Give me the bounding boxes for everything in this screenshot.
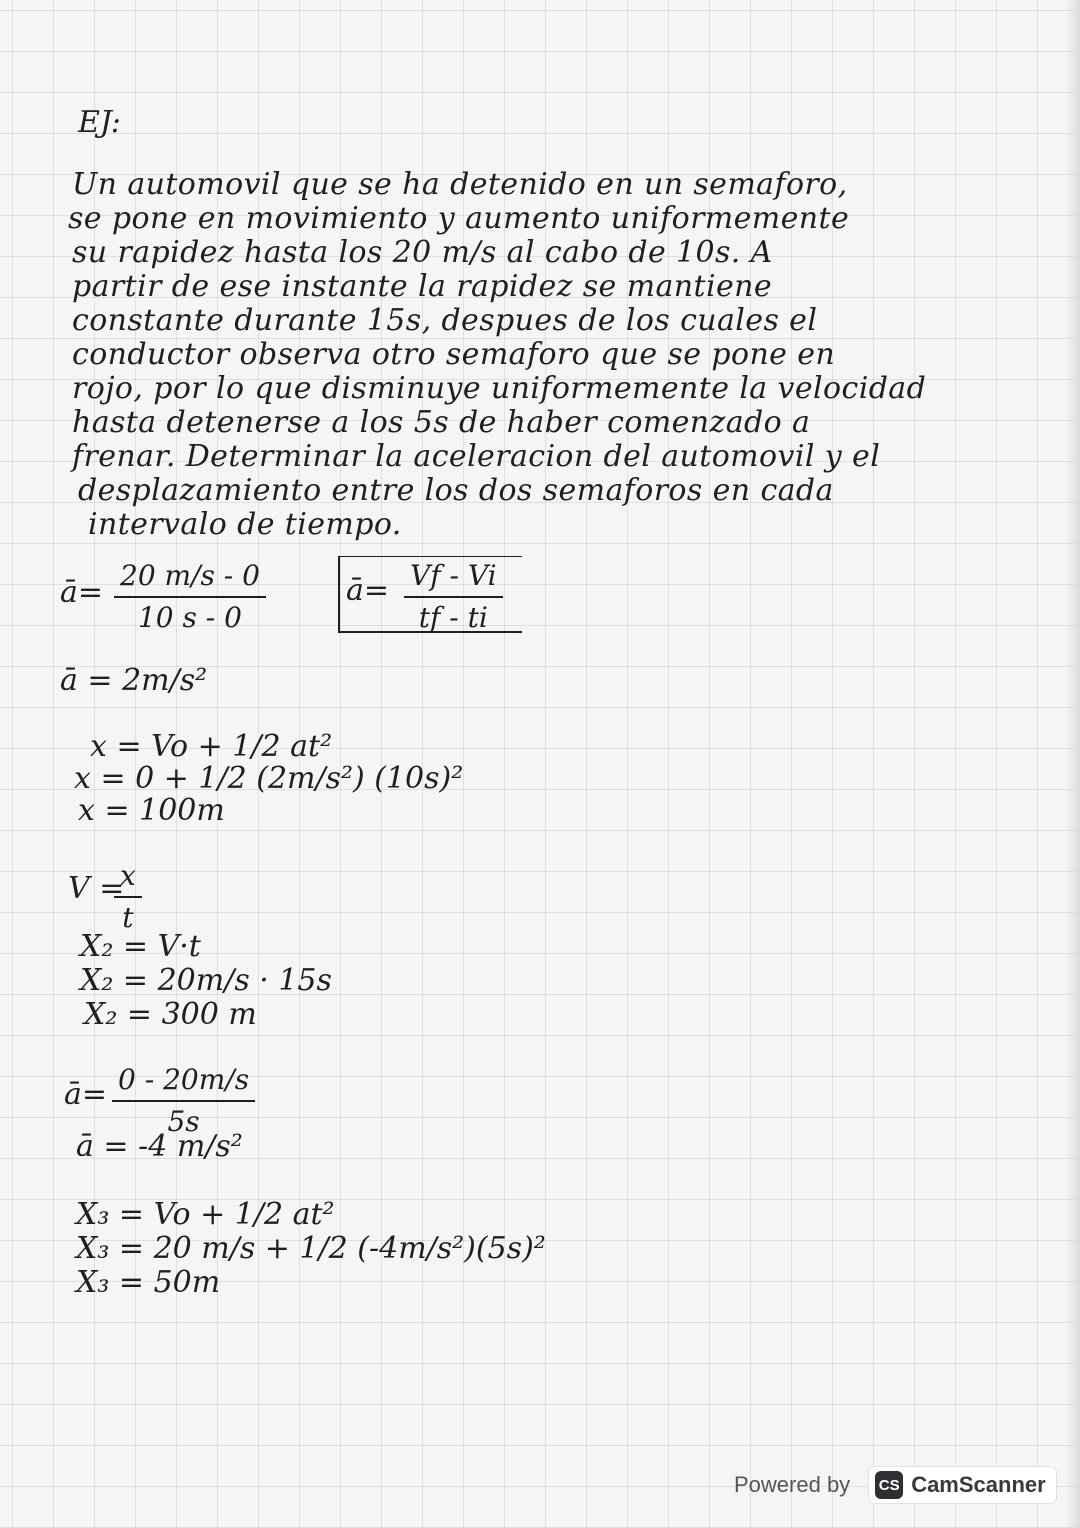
acceleration-1-result: ā = 2m/s² (60, 663, 208, 698)
work-line: X₂ = 300 m (84, 997, 257, 1032)
work-line: x = 100m (78, 793, 225, 828)
fraction-numerator: 0 - 20m/s (112, 1066, 255, 1102)
problem-line: intervalo de tiempo. (88, 507, 402, 542)
problem-line: frenar. Determinar la aceleracion del automovil y el (72, 439, 881, 474)
fraction-denominator: t (122, 901, 134, 934)
fraction-numerator: Vf - Vi (404, 562, 503, 598)
equation-lhs: ā= (346, 573, 390, 608)
fraction-denominator: 10 s - 0 (137, 601, 242, 634)
work-line: X₃ = 20 m/s + 1/2 (-4m/s²)(5s)² (76, 1231, 546, 1266)
brand-name: CamScanner (911, 1472, 1046, 1497)
work-line: x = Vo + 1/2 at² (90, 729, 333, 764)
work-line: X₃ = 50m (76, 1265, 221, 1300)
problem-line: Un automovil que se ha detenido en un semaforo, (72, 167, 848, 202)
work-line: X₂ = 20m/s · 15s (80, 963, 332, 998)
problem-line: conductor observa otro semaforo que se pone en (72, 337, 836, 372)
fraction-denominator: 5s (167, 1105, 200, 1138)
problem-line: desplazamiento entre los dos semaforos en cada (78, 473, 834, 508)
fraction-denominator: tf - ti (418, 601, 488, 634)
problem-line: partir de ese instante la rapidez se mantiene (72, 269, 772, 304)
problem-line: se pone en movimiento y aumento uniformemente (68, 201, 850, 236)
camscanner-logo-icon (875, 1471, 903, 1499)
equation-lhs: V = (68, 871, 125, 906)
work-line: X₃ = Vo + 1/2 at² (76, 1197, 335, 1232)
problem-line: su rapidez hasta los 20 m/s al cabo de 10s. A (72, 235, 773, 270)
equation-lhs: ā= (60, 575, 104, 610)
logo-text: CS (878, 1476, 900, 1494)
equation-lhs: ā= (64, 1077, 108, 1112)
fraction (114, 559, 266, 634)
powered-by-text: Powered by (734, 1472, 851, 1497)
fraction-numerator: 20 m/s - 0 (114, 562, 266, 598)
paper-edge (1066, 0, 1080, 1528)
problem-line: rojo, por lo que disminuye uniformemente la velocidad (72, 371, 927, 406)
problem-line: hasta detenerse a los 5s de haber comenzado a (72, 405, 811, 440)
camscanner-badge (868, 1466, 1057, 1504)
problem-line: constante durante 15s, despues de los cuales el (72, 303, 818, 338)
exercise-heading: EJ: (78, 105, 121, 140)
fraction (112, 1063, 255, 1138)
acceleration-3-result: ā = -4 m/s² (76, 1129, 243, 1164)
work-line: X₂ = V·t (80, 929, 201, 964)
work-line: x = 0 + 1/2 (2m/s²) (10s)² (74, 761, 464, 796)
fraction (114, 859, 142, 934)
fraction (404, 559, 503, 634)
camscanner-watermark (734, 1466, 1057, 1504)
fraction-numerator: x (114, 862, 142, 898)
